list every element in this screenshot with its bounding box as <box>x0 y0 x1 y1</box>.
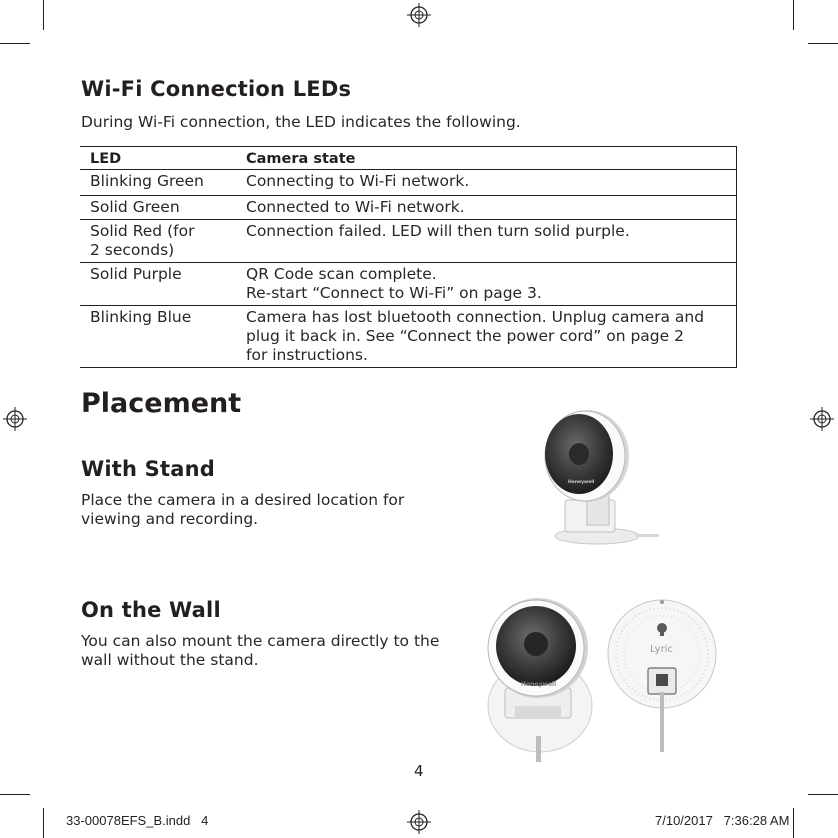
led-cell: Blinking Green <box>90 172 204 190</box>
with-stand-text <box>81 491 404 529</box>
crop-mark <box>793 0 794 30</box>
crop-mark <box>808 43 838 44</box>
crop-mark <box>43 0 44 30</box>
wall-brand-label: Honeywell <box>521 681 557 688</box>
wifi-leds-heading: Wi-Fi Connection LEDs <box>81 77 352 101</box>
page-number: 4 <box>414 762 424 780</box>
crop-mark <box>0 43 30 44</box>
slug-timestamp: 7/10/2017 7:36:28 AM <box>655 813 790 828</box>
registration-mark-icon <box>407 3 431 27</box>
stand-brand-label: Honeywell <box>568 480 595 485</box>
with-stand-line: Place the camera in a desired location for <box>81 491 405 509</box>
slug-filename: 33-00078EFS_B.indd 4 <box>66 813 209 828</box>
camera-wall-back-image <box>606 592 718 752</box>
state-cell: Connected to Wi-Fi network. <box>238 196 737 220</box>
table-row <box>80 220 737 263</box>
placement-heading: Placement <box>81 388 242 419</box>
crop-mark <box>43 808 44 838</box>
registration-mark-icon <box>407 810 431 834</box>
camera-on-stand-image <box>535 400 665 550</box>
on-the-wall-line: You can also mount the camera directly to the <box>81 632 440 650</box>
with-stand-line: viewing and recording. <box>81 510 259 528</box>
registration-mark-icon <box>3 407 27 431</box>
on-the-wall-heading: On the Wall <box>81 598 221 622</box>
led-cell: Solid Red (for 2 seconds) <box>90 222 195 259</box>
table-row <box>80 263 737 306</box>
crop-mark <box>793 808 794 838</box>
led-cell: Blinking Blue <box>90 308 192 326</box>
state-line: Re-start “Connect to Wi-Fi” on page 3. <box>246 284 542 302</box>
table-row <box>80 306 737 368</box>
table-header-row <box>80 147 737 170</box>
state-cell <box>238 263 737 306</box>
state-line: QR Code scan complete. <box>246 265 437 283</box>
registration-mark-icon <box>810 407 834 431</box>
table-row <box>80 170 737 196</box>
with-stand-heading: With Stand <box>81 457 215 481</box>
state-line: for instructions. <box>246 346 368 364</box>
state-cell: Connection failed. LED will then turn solid purple. <box>238 220 737 263</box>
header-camera-state: Camera state <box>238 147 737 170</box>
header-led: LED <box>90 151 122 167</box>
on-the-wall-line: wall without the stand. <box>81 651 259 669</box>
back-logo-label: Lyric <box>650 644 673 655</box>
led-cell: Solid Green <box>90 198 180 216</box>
led-table <box>80 146 737 368</box>
camera-wall-front-image <box>480 596 600 762</box>
state-line: plug it back in. See “Connect the power cord” on page 2 <box>246 327 684 345</box>
state-line: Camera has lost bluetooth connection. Unplug camera and <box>246 308 705 326</box>
on-the-wall-text <box>81 632 439 670</box>
crop-mark <box>808 794 838 795</box>
crop-mark <box>0 794 30 795</box>
led-cell: Solid Purple <box>90 265 182 283</box>
wifi-intro-text: During Wi-Fi connection, the LED indicates the following. <box>81 113 521 131</box>
state-cell: Connecting to Wi-Fi network. <box>238 170 737 196</box>
table-row <box>80 196 737 220</box>
state-cell <box>238 306 737 368</box>
